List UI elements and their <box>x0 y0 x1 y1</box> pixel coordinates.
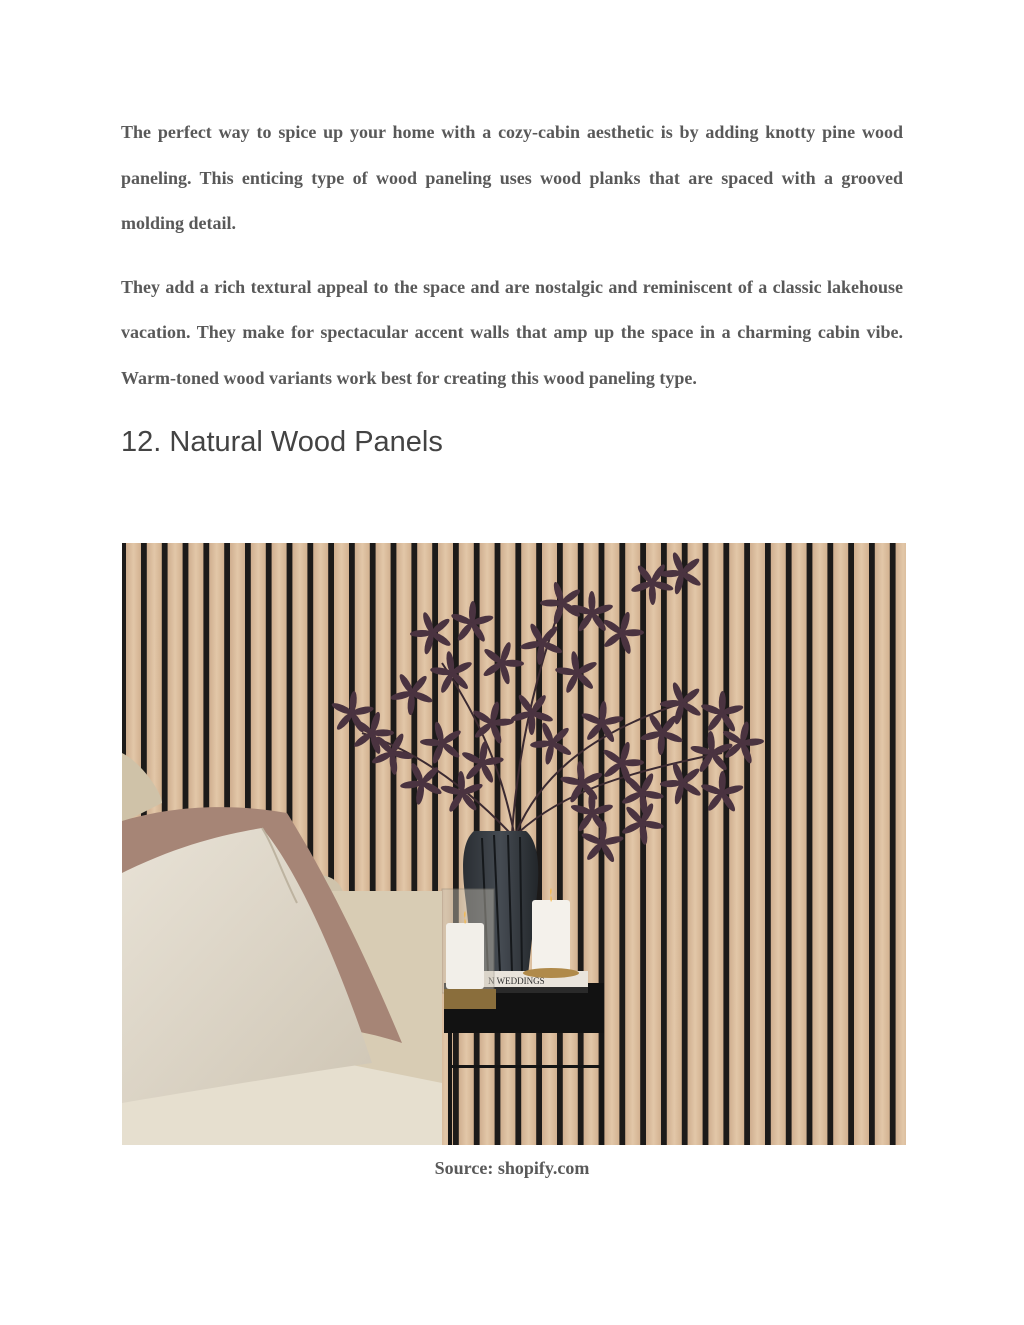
wood-slat <box>833 543 848 1145</box>
wood-slat <box>750 543 765 1145</box>
wood-slat <box>708 543 723 1145</box>
wood-slat <box>792 543 807 1145</box>
book-spine-text: N WEDDINGS <box>488 976 545 986</box>
wood-slat <box>875 543 890 1145</box>
wood-panel-photo <box>122 543 906 1145</box>
image-caption: Source: shopify.com <box>434 1158 590 1178</box>
wood-slat <box>646 543 661 1145</box>
wood-slat <box>854 543 869 1145</box>
wood-slat <box>563 543 578 1145</box>
wood-slat <box>771 543 786 1145</box>
paragraph-2: They add a rich textural appeal to the space and are nostalgic and reminiscent of a classic lakehouse vacation. They make for spectacular accent walls that amp up the space in a charming cabin vibe. Warm-toned wood variants work best for creating this wood paneling type. <box>121 276 903 388</box>
wood-slat <box>812 543 827 1145</box>
wood-slat <box>896 543 906 1145</box>
article-body <box>121 110 903 461</box>
paragraph-1: The perfect way to spice up your home with a cozy-cabin aesthetic is by adding knotty pine wood paneling. This enticing type of wood paneling uses wood planks that are spaced with a grooved molding detail. <box>121 122 903 233</box>
leaf <box>540 599 562 606</box>
wood-slat <box>688 543 703 1145</box>
candle-short <box>446 923 484 989</box>
section-heading: 12. Natural Wood Panels <box>121 426 443 458</box>
wood-slat <box>667 543 682 1145</box>
wood-slat <box>584 543 599 1145</box>
wood-slat <box>729 543 744 1145</box>
candle-tall <box>532 900 570 972</box>
